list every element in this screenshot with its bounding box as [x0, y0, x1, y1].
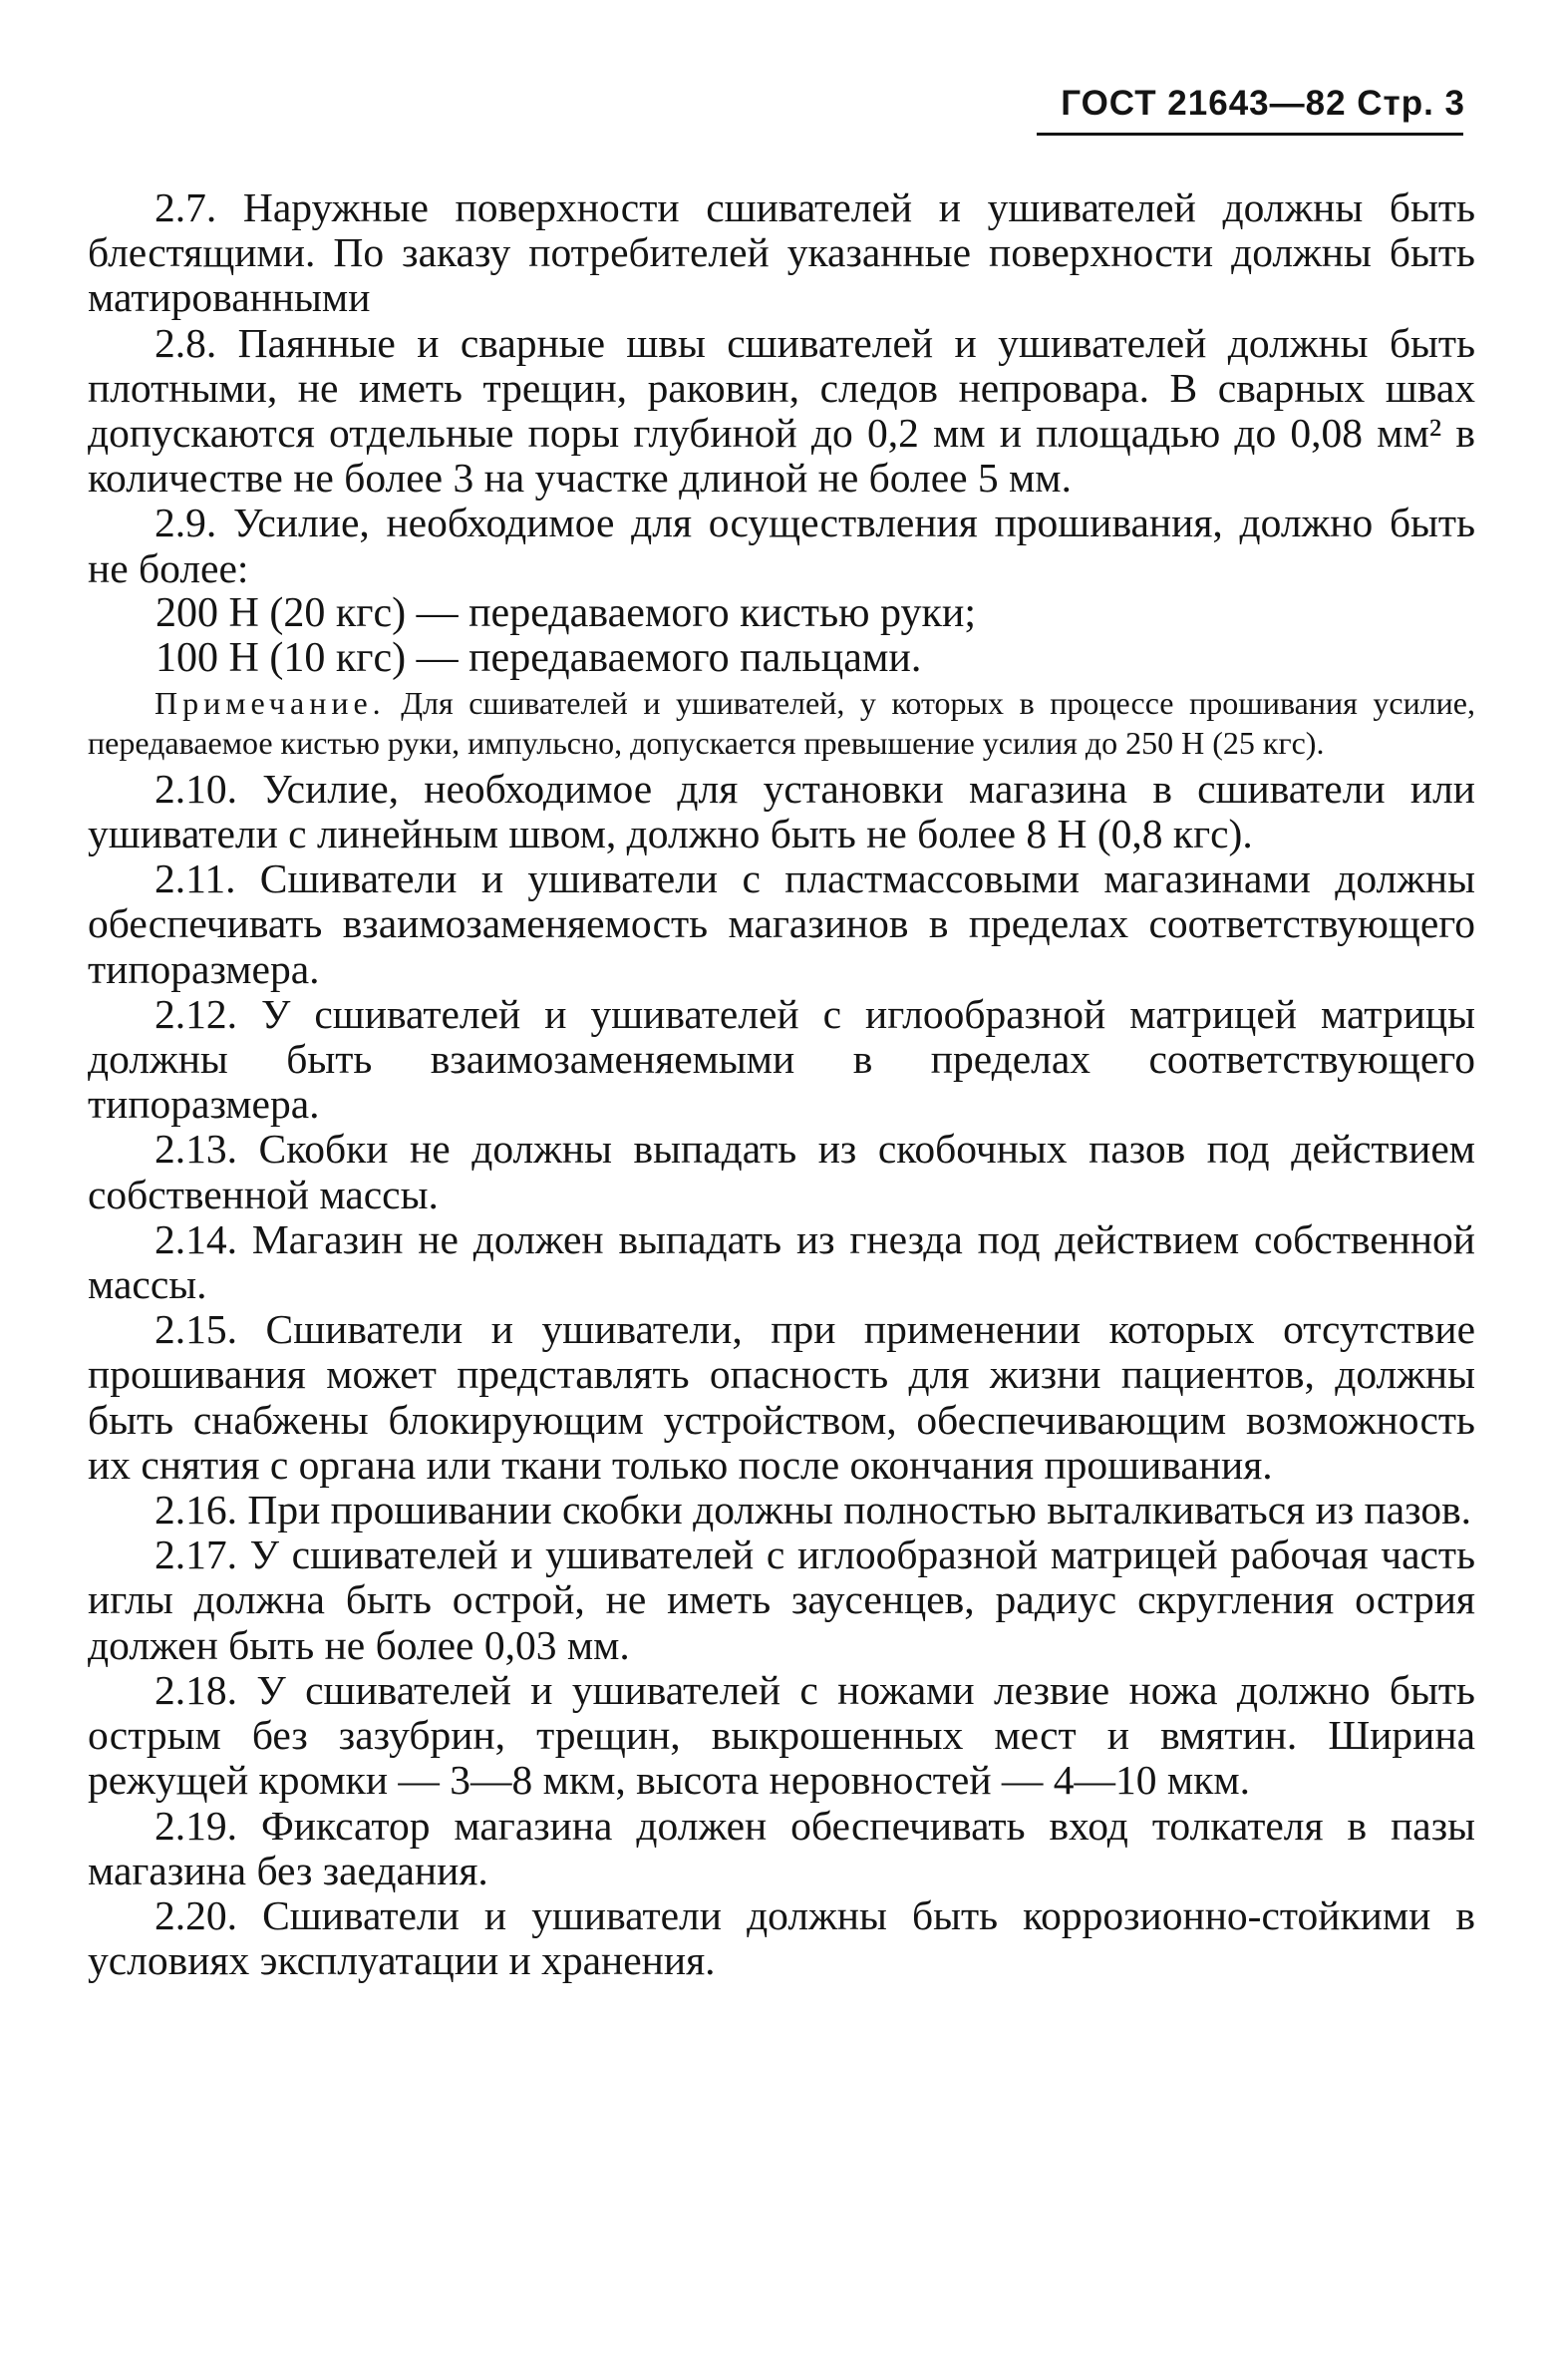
paragraph-2-9: 2.9. Усилие, необходимое для осуществления прошивания, должно быть не более:: [88, 500, 1475, 591]
document-body: [88, 185, 1475, 1983]
paragraph-2-16: 2.16. При прошивании скобки должны полностью выталкиваться из пазов.: [155, 1487, 1472, 1533]
paragraph-2-14: 2.14. Магазин не должен выпадать из гнезда под действием собственной массы.: [88, 1215, 1475, 1308]
paragraph-2-13: 2.13. Скобки не должны выпадать из скобочных пазов под действием собственной массы.: [88, 1126, 1475, 1217]
note-text: Для сшивателей и ушивателей, у которых в процессе прошивания усилие, передаваемое кистью руки, импульсно, допускается превышение усилия до 250 Н (25 кгс).: [88, 684, 1476, 762]
paragraph-2-10: 2.10. Усилие, необходимое для установки магазина в сшиватели или ушиватели с линейным швом, должно быть не более 8 Н (0,8 кгс).: [88, 765, 1475, 857]
paragraph-2-20: 2.20. Сшиватели и ушиватели должны быть коррозионно-стойкими в условиях эксплуатации и хранения.: [88, 1891, 1475, 1984]
paragraph-2-8: 2.8. Паянные и сварные швы сшивателей и ушивателей должны быть плотными, не иметь трещин, раковин, следов непровара. В сварных швах допускаются отдельные поры глубиной до 0,2 мм и площадью до 0,08 мм² в количестве не более 3 на участке длиной не более 5 мм.: [88, 319, 1475, 502]
paragraph-2-19: 2.19. Фиксатор магазина должен обеспечивать вход толкателя в пазы магазина без заедания.: [88, 1802, 1475, 1893]
paragraph-2-11: 2.11. Сшиватели и ушиватели с пластмассовыми магазинами должны обеспечивать взаимозаменяемость магазинов в пределах соответствующего типоразмера.: [88, 855, 1475, 992]
paragraph-2-12: 2.12. У сшивателей и ушивателей с иглообразной матрицей матрицы должны быть взаимозаменяемыми в пределах соответствующего типоразмера.: [88, 990, 1475, 1128]
page-header: ГОСТ 21643—82 Стр. 3: [1061, 84, 1465, 123]
force-fingers-line: 100 Н (10 кгс) — передаваемого пальцами.: [156, 634, 922, 681]
paragraph-2-15: 2.15. Сшиватели и ушиватели, при применении которых отсутствие прошивания может представлять опасность для жизни пациентов, должны быть снабжены блокирующим устройством, обеспечивающим возможность их снятия с органа или ткани только после окончания прошивания.: [88, 1306, 1475, 1488]
force-hand-line: 200 Н (20 кгс) — передаваемого кистью руки;: [156, 589, 977, 636]
note: [88, 683, 1475, 764]
note-label: Примечание.: [155, 684, 386, 721]
paragraph-2-18: 2.18. У сшивателей и ушивателей с ножами лезвие ножа должно быть острым без зазубрин, трещин, выкрошенных мест и вмятин. Ширина режущей кромки — 3—8 мкм, высота неровностей — 4—10 мкм.: [88, 1666, 1475, 1804]
header-rule: [1037, 133, 1463, 136]
paragraph-2-7: 2.7. Наружные поверхности сшивателей и ушивателей должны быть блестящими. По заказу потребителей указанные поверхности должны быть матированными: [88, 184, 1475, 321]
paragraph-2-17: 2.17. У сшивателей и ушивателей с иглообразной матрицей рабочая часть иглы должна быть острой, не иметь заусенцев, радиус скругления острия должен быть не более 0,03 мм.: [88, 1531, 1475, 1668]
